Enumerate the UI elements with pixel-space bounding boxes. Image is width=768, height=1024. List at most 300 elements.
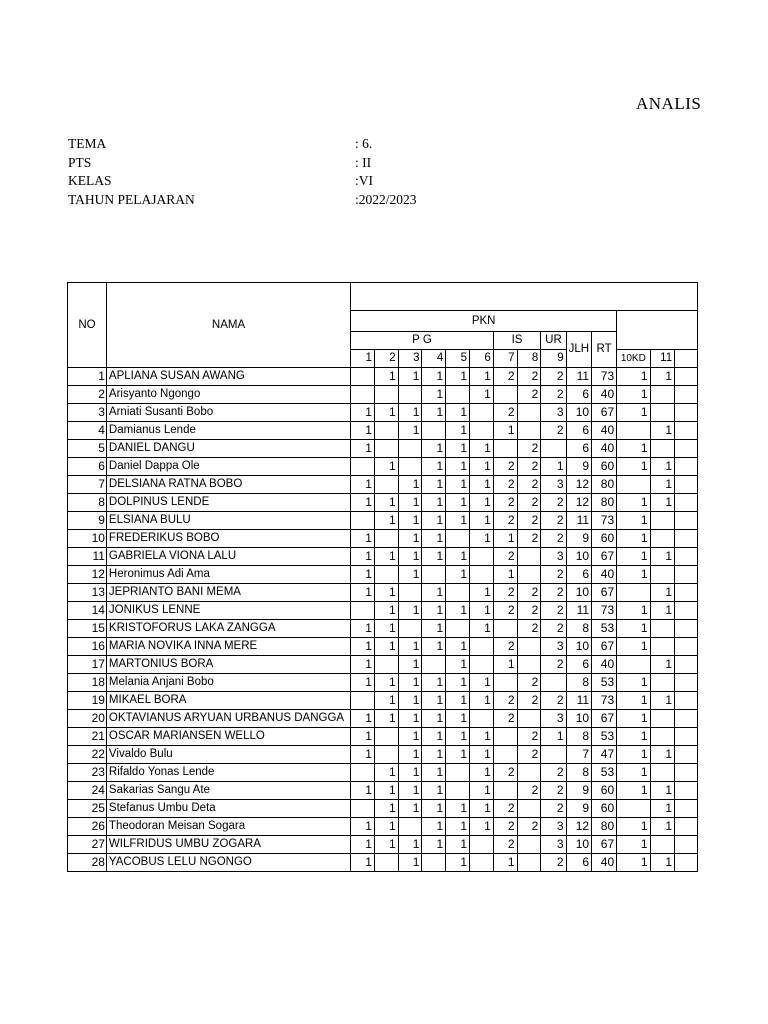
average-cell: 67 <box>592 836 617 854</box>
score-cell: 1 <box>470 782 494 800</box>
total-cell: 7 <box>566 746 591 764</box>
student-name: MARIA NOVIKA INNA MERE <box>106 638 350 656</box>
score-cell <box>517 548 541 566</box>
row-number: 2 <box>68 386 107 404</box>
score-cell: 2 <box>493 368 517 386</box>
score-cell: 1 <box>351 530 375 548</box>
average-cell: 40 <box>592 566 617 584</box>
table-row <box>68 620 698 638</box>
table-row <box>68 836 698 854</box>
meta-value: :VI <box>355 173 373 188</box>
total-cell: 11 <box>566 602 591 620</box>
score-cell <box>374 386 398 404</box>
score-cell: 1 <box>446 818 470 836</box>
next-score-cell <box>650 404 675 422</box>
score-cell: 2 <box>541 782 566 800</box>
average-cell: 53 <box>592 764 617 782</box>
total-cell: 8 <box>566 764 591 782</box>
total-cell: 12 <box>566 476 591 494</box>
next-score-cell: 1 <box>617 710 650 728</box>
score-cell: 1 <box>446 476 470 494</box>
score-cell: 2 <box>517 386 541 404</box>
total-cell: 11 <box>566 512 591 530</box>
score-cell: 1 <box>398 800 422 818</box>
student-name: DOLPINUS LENDE <box>106 494 350 512</box>
student-name: Rifaldo Yonas Lende <box>106 764 350 782</box>
total-cell: 12 <box>566 494 591 512</box>
table-row <box>68 764 698 782</box>
student-name: YACOBUS LELU NGONGO <box>106 854 350 872</box>
score-cell: 1 <box>374 710 398 728</box>
average-cell: 67 <box>592 584 617 602</box>
total-cell: 6 <box>566 854 591 872</box>
table-row <box>68 368 698 386</box>
score-cell: 1 <box>446 674 470 692</box>
score-cell: 1 <box>398 692 422 710</box>
score-cell: 1 <box>374 800 398 818</box>
score-cell: 2 <box>541 386 566 404</box>
score-cell <box>446 620 470 638</box>
student-name: OSCAR MARIANSEN WELLO <box>106 728 350 746</box>
student-name: WILFRIDUS UMBU ZOGARA <box>106 836 350 854</box>
item-number: 8 <box>517 350 541 368</box>
row-number: 17 <box>68 656 107 674</box>
score-cell: 2 <box>493 818 517 836</box>
next-score-cell: 1 <box>617 728 650 746</box>
header-blank <box>351 283 698 311</box>
score-cell: 2 <box>541 368 566 386</box>
score-cell: 3 <box>541 836 566 854</box>
score-cell: 1 <box>470 494 494 512</box>
total-cell: 9 <box>566 530 591 548</box>
score-cell <box>398 818 422 836</box>
score-cell: 1 <box>398 710 422 728</box>
next-score-cell <box>675 854 698 872</box>
score-cell <box>541 674 566 692</box>
next-score-cell <box>675 566 698 584</box>
next-score-cell: 1 <box>617 746 650 764</box>
score-cell: 2 <box>541 602 566 620</box>
score-cell: 1 <box>470 746 494 764</box>
next-score-cell <box>675 728 698 746</box>
average-cell: 80 <box>592 818 617 836</box>
score-cell: 1 <box>493 854 517 872</box>
score-cell: 1 <box>398 530 422 548</box>
next-score-cell <box>650 710 675 728</box>
score-cell: 2 <box>517 494 541 512</box>
score-cell: 2 <box>493 404 517 422</box>
score-cell <box>517 710 541 728</box>
score-cell <box>398 440 422 458</box>
student-name: JEPRIANTO BANI MEMA <box>106 584 350 602</box>
average-cell: 80 <box>592 476 617 494</box>
score-cell: 1 <box>398 854 422 872</box>
next-score-cell: 1 <box>617 440 650 458</box>
score-cell: 1 <box>351 404 375 422</box>
score-cell: 1 <box>422 764 446 782</box>
score-cell: 2 <box>517 530 541 548</box>
score-cell <box>374 422 398 440</box>
score-cell: 1 <box>470 584 494 602</box>
score-cell: 1 <box>446 836 470 854</box>
score-cell: 2 <box>517 818 541 836</box>
table-row <box>68 404 698 422</box>
document-title: ANALIS <box>636 94 702 113</box>
score-cell: 3 <box>541 404 566 422</box>
score-cell: 1 <box>422 548 446 566</box>
score-cell: 1 <box>351 728 375 746</box>
next-score-cell <box>617 476 650 494</box>
score-cell: 1 <box>422 602 446 620</box>
next-score-cell <box>650 530 675 548</box>
average-cell: 73 <box>592 602 617 620</box>
score-cell: 1 <box>351 584 375 602</box>
score-cell: 2 <box>541 566 566 584</box>
total-cell: 8 <box>566 728 591 746</box>
next-score-cell: 1 <box>650 800 675 818</box>
score-cell: 1 <box>374 404 398 422</box>
next-score-cell: 1 <box>617 836 650 854</box>
score-cell: 2 <box>493 494 517 512</box>
total-cell: 10 <box>566 548 591 566</box>
score-cell: 2 <box>541 530 566 548</box>
student-name: Arniati Susanti Bobo <box>106 404 350 422</box>
item-number: 9 <box>541 350 566 368</box>
score-cell: 1 <box>422 494 446 512</box>
score-cell: 1 <box>470 530 494 548</box>
header-ur: UR <box>541 332 566 350</box>
score-cell <box>351 692 375 710</box>
table-row <box>68 746 698 764</box>
score-cell: 1 <box>351 548 375 566</box>
next-score-cell <box>650 566 675 584</box>
next-score-cell <box>650 620 675 638</box>
next-score-cell <box>650 674 675 692</box>
score-cell: 2 <box>541 620 566 638</box>
next-score-cell: 1 <box>650 692 675 710</box>
score-cell: 1 <box>422 458 446 476</box>
score-cell <box>541 746 566 764</box>
score-cell: 1 <box>422 728 446 746</box>
next-score-cell <box>650 386 675 404</box>
total-cell: 8 <box>566 674 591 692</box>
student-name: DELSIANA RATNA BOBO <box>106 476 350 494</box>
total-cell: 6 <box>566 566 591 584</box>
header-no: NO <box>68 283 107 368</box>
score-cell <box>398 620 422 638</box>
score-cell: 2 <box>493 692 517 710</box>
score-cell: 1 <box>351 422 375 440</box>
score-cell: 1 <box>446 728 470 746</box>
score-cell: 1 <box>446 548 470 566</box>
score-cell: 2 <box>517 746 541 764</box>
next-score-cell: 1 <box>650 458 675 476</box>
table-row <box>68 494 698 512</box>
score-cell: 1 <box>374 692 398 710</box>
score-cell: 1 <box>446 602 470 620</box>
average-cell: 40 <box>592 386 617 404</box>
average-cell: 60 <box>592 782 617 800</box>
next-score-cell <box>675 422 698 440</box>
score-cell: 2 <box>541 584 566 602</box>
score-cell: 2 <box>541 512 566 530</box>
table-row <box>68 512 698 530</box>
average-cell: 40 <box>592 854 617 872</box>
score-cell <box>493 728 517 746</box>
score-cell: 1 <box>422 620 446 638</box>
score-cell: 2 <box>493 710 517 728</box>
score-cell: 2 <box>541 494 566 512</box>
next-score-cell <box>675 548 698 566</box>
score-cell <box>517 854 541 872</box>
score-cell: 2 <box>541 764 566 782</box>
score-cell: 2 <box>517 584 541 602</box>
next-score-cell <box>675 746 698 764</box>
score-cell <box>446 584 470 602</box>
score-cell <box>470 854 494 872</box>
total-cell: 11 <box>566 368 591 386</box>
score-cell <box>351 458 375 476</box>
row-number: 12 <box>68 566 107 584</box>
score-cell: 1 <box>398 512 422 530</box>
score-cell: 1 <box>493 566 517 584</box>
score-cell <box>351 800 375 818</box>
row-number: 19 <box>68 692 107 710</box>
score-cell: 1 <box>351 656 375 674</box>
item-number: 7 <box>493 350 517 368</box>
row-number: 15 <box>68 620 107 638</box>
score-cell: 2 <box>493 476 517 494</box>
score-cell: 1 <box>422 836 446 854</box>
score-cell: 1 <box>398 764 422 782</box>
score-cell: 1 <box>446 854 470 872</box>
table-row <box>68 656 698 674</box>
score-cell: 1 <box>470 818 494 836</box>
average-cell: 60 <box>592 458 617 476</box>
score-cell: 2 <box>517 674 541 692</box>
table-row <box>68 548 698 566</box>
score-cell: 1 <box>398 494 422 512</box>
table-row <box>68 440 698 458</box>
row-number: 6 <box>68 458 107 476</box>
score-cell <box>398 458 422 476</box>
item-number: 3 <box>398 350 422 368</box>
score-cell: 1 <box>398 782 422 800</box>
score-cell: 1 <box>398 422 422 440</box>
average-cell: 60 <box>592 530 617 548</box>
score-cell <box>517 422 541 440</box>
item-number: 1 <box>351 350 375 368</box>
student-name: KRISTOFORUS LAKA ZANGGA <box>106 620 350 638</box>
next-score-cell: 1 <box>617 530 650 548</box>
score-cell <box>351 512 375 530</box>
average-cell: 60 <box>592 800 617 818</box>
header-jlh: JLH <box>566 332 591 368</box>
score-cell <box>374 656 398 674</box>
row-number: 21 <box>68 728 107 746</box>
row-number: 1 <box>68 368 107 386</box>
score-cell: 1 <box>351 638 375 656</box>
student-name: DANIEL DANGU <box>106 440 350 458</box>
average-cell: 73 <box>592 692 617 710</box>
average-cell: 73 <box>592 512 617 530</box>
next-score-cell: 1 <box>617 782 650 800</box>
total-cell: 10 <box>566 584 591 602</box>
next-score-cell: 1 <box>617 458 650 476</box>
score-cell: 1 <box>398 656 422 674</box>
row-number: 20 <box>68 710 107 728</box>
row-number: 13 <box>68 584 107 602</box>
score-cell <box>374 854 398 872</box>
total-cell: 9 <box>566 800 591 818</box>
score-cell: 1 <box>470 476 494 494</box>
row-number: 3 <box>68 404 107 422</box>
score-cell: 2 <box>517 620 541 638</box>
next-score-cell: 1 <box>617 638 650 656</box>
header-nama: NAMA <box>106 283 350 368</box>
score-cell: 1 <box>470 512 494 530</box>
next-score-cell <box>650 764 675 782</box>
student-name: ELSIANA BULU <box>106 512 350 530</box>
next-score-cell: 1 <box>617 386 650 404</box>
score-cell: 2 <box>541 422 566 440</box>
score-cell <box>470 638 494 656</box>
score-cell: 2 <box>541 656 566 674</box>
score-cell: 1 <box>422 800 446 818</box>
meta-label: PTS <box>68 154 92 170</box>
score-cell: 1 <box>470 764 494 782</box>
score-cell: 1 <box>422 404 446 422</box>
score-cell <box>422 566 446 584</box>
student-name: Stefanus Umbu Deta <box>106 800 350 818</box>
next-score-cell <box>650 638 675 656</box>
row-number: 26 <box>68 818 107 836</box>
score-cell <box>470 566 494 584</box>
next-score-cell <box>617 584 650 602</box>
student-name: Melania Anjani Bobo <box>106 674 350 692</box>
score-cell <box>398 386 422 404</box>
meta-value: :2022/2023 <box>355 191 417 207</box>
score-cell: 1 <box>374 494 398 512</box>
header-rt: RT <box>592 332 617 368</box>
total-cell: 10 <box>566 836 591 854</box>
next-score-cell <box>675 602 698 620</box>
score-cell: 1 <box>374 620 398 638</box>
row-number: 8 <box>68 494 107 512</box>
next-score-cell <box>617 422 650 440</box>
table-row <box>68 530 698 548</box>
table-row <box>68 728 698 746</box>
score-cell <box>470 656 494 674</box>
next-score-cell: 1 <box>650 854 675 872</box>
score-cell <box>493 440 517 458</box>
table-row <box>68 566 698 584</box>
student-name: Theodoran Meisan Sogara <box>106 818 350 836</box>
next-score-cell <box>675 476 698 494</box>
score-cell: 1 <box>422 674 446 692</box>
score-cell: 1 <box>374 602 398 620</box>
average-cell: 53 <box>592 674 617 692</box>
item-number: 11 <box>650 350 675 368</box>
score-cell: 1 <box>374 782 398 800</box>
score-cell: 1 <box>422 638 446 656</box>
next-score-cell <box>675 818 698 836</box>
next-score-cell <box>675 674 698 692</box>
score-cell: 1 <box>422 710 446 728</box>
score-cell <box>446 764 470 782</box>
next-score-cell <box>675 584 698 602</box>
next-score-cell <box>675 404 698 422</box>
next-score-cell <box>675 458 698 476</box>
score-cell <box>374 440 398 458</box>
total-cell: 6 <box>566 422 591 440</box>
score-cell: 2 <box>517 602 541 620</box>
table-row <box>68 602 698 620</box>
table-row <box>68 710 698 728</box>
score-cell <box>422 854 446 872</box>
row-number: 22 <box>68 746 107 764</box>
score-cell: 1 <box>351 782 375 800</box>
score-cell: 1 <box>422 818 446 836</box>
average-cell: 47 <box>592 746 617 764</box>
row-number: 25 <box>68 800 107 818</box>
row-number: 16 <box>68 638 107 656</box>
score-cell: 2 <box>493 800 517 818</box>
row-number: 7 <box>68 476 107 494</box>
average-cell: 67 <box>592 548 617 566</box>
score-cell: 1 <box>422 368 446 386</box>
score-cell: 1 <box>446 512 470 530</box>
score-cell: 1 <box>398 728 422 746</box>
table-row <box>68 818 698 836</box>
score-cell <box>351 602 375 620</box>
score-cell <box>351 368 375 386</box>
score-cell: 1 <box>446 746 470 764</box>
score-cell: 1 <box>374 368 398 386</box>
score-cell: 1 <box>351 746 375 764</box>
score-cell: 1 <box>446 566 470 584</box>
total-cell: 10 <box>566 710 591 728</box>
score-cell: 1 <box>398 404 422 422</box>
score-cell: 1 <box>351 476 375 494</box>
score-cell <box>493 620 517 638</box>
score-cell <box>422 656 446 674</box>
score-cell: 2 <box>493 602 517 620</box>
score-cell: 1 <box>541 458 566 476</box>
score-cell <box>493 674 517 692</box>
next-score-cell: 1 <box>650 368 675 386</box>
total-cell: 6 <box>566 440 591 458</box>
score-cell: 1 <box>446 440 470 458</box>
table-row <box>68 422 698 440</box>
score-cell: 3 <box>541 818 566 836</box>
score-cell: 1 <box>374 458 398 476</box>
score-cell <box>446 386 470 404</box>
next-score-cell: 1 <box>617 764 650 782</box>
total-cell: 6 <box>566 656 591 674</box>
student-name: FREDERIKUS BOBO <box>106 530 350 548</box>
score-cell: 1 <box>351 818 375 836</box>
score-cell: 1 <box>470 386 494 404</box>
score-cell: 1 <box>351 710 375 728</box>
score-cell: 2 <box>493 584 517 602</box>
total-cell: 8 <box>566 620 591 638</box>
score-cell: 1 <box>374 638 398 656</box>
average-cell: 73 <box>592 368 617 386</box>
next-score-cell <box>675 440 698 458</box>
score-cell: 1 <box>422 746 446 764</box>
row-number: 27 <box>68 836 107 854</box>
